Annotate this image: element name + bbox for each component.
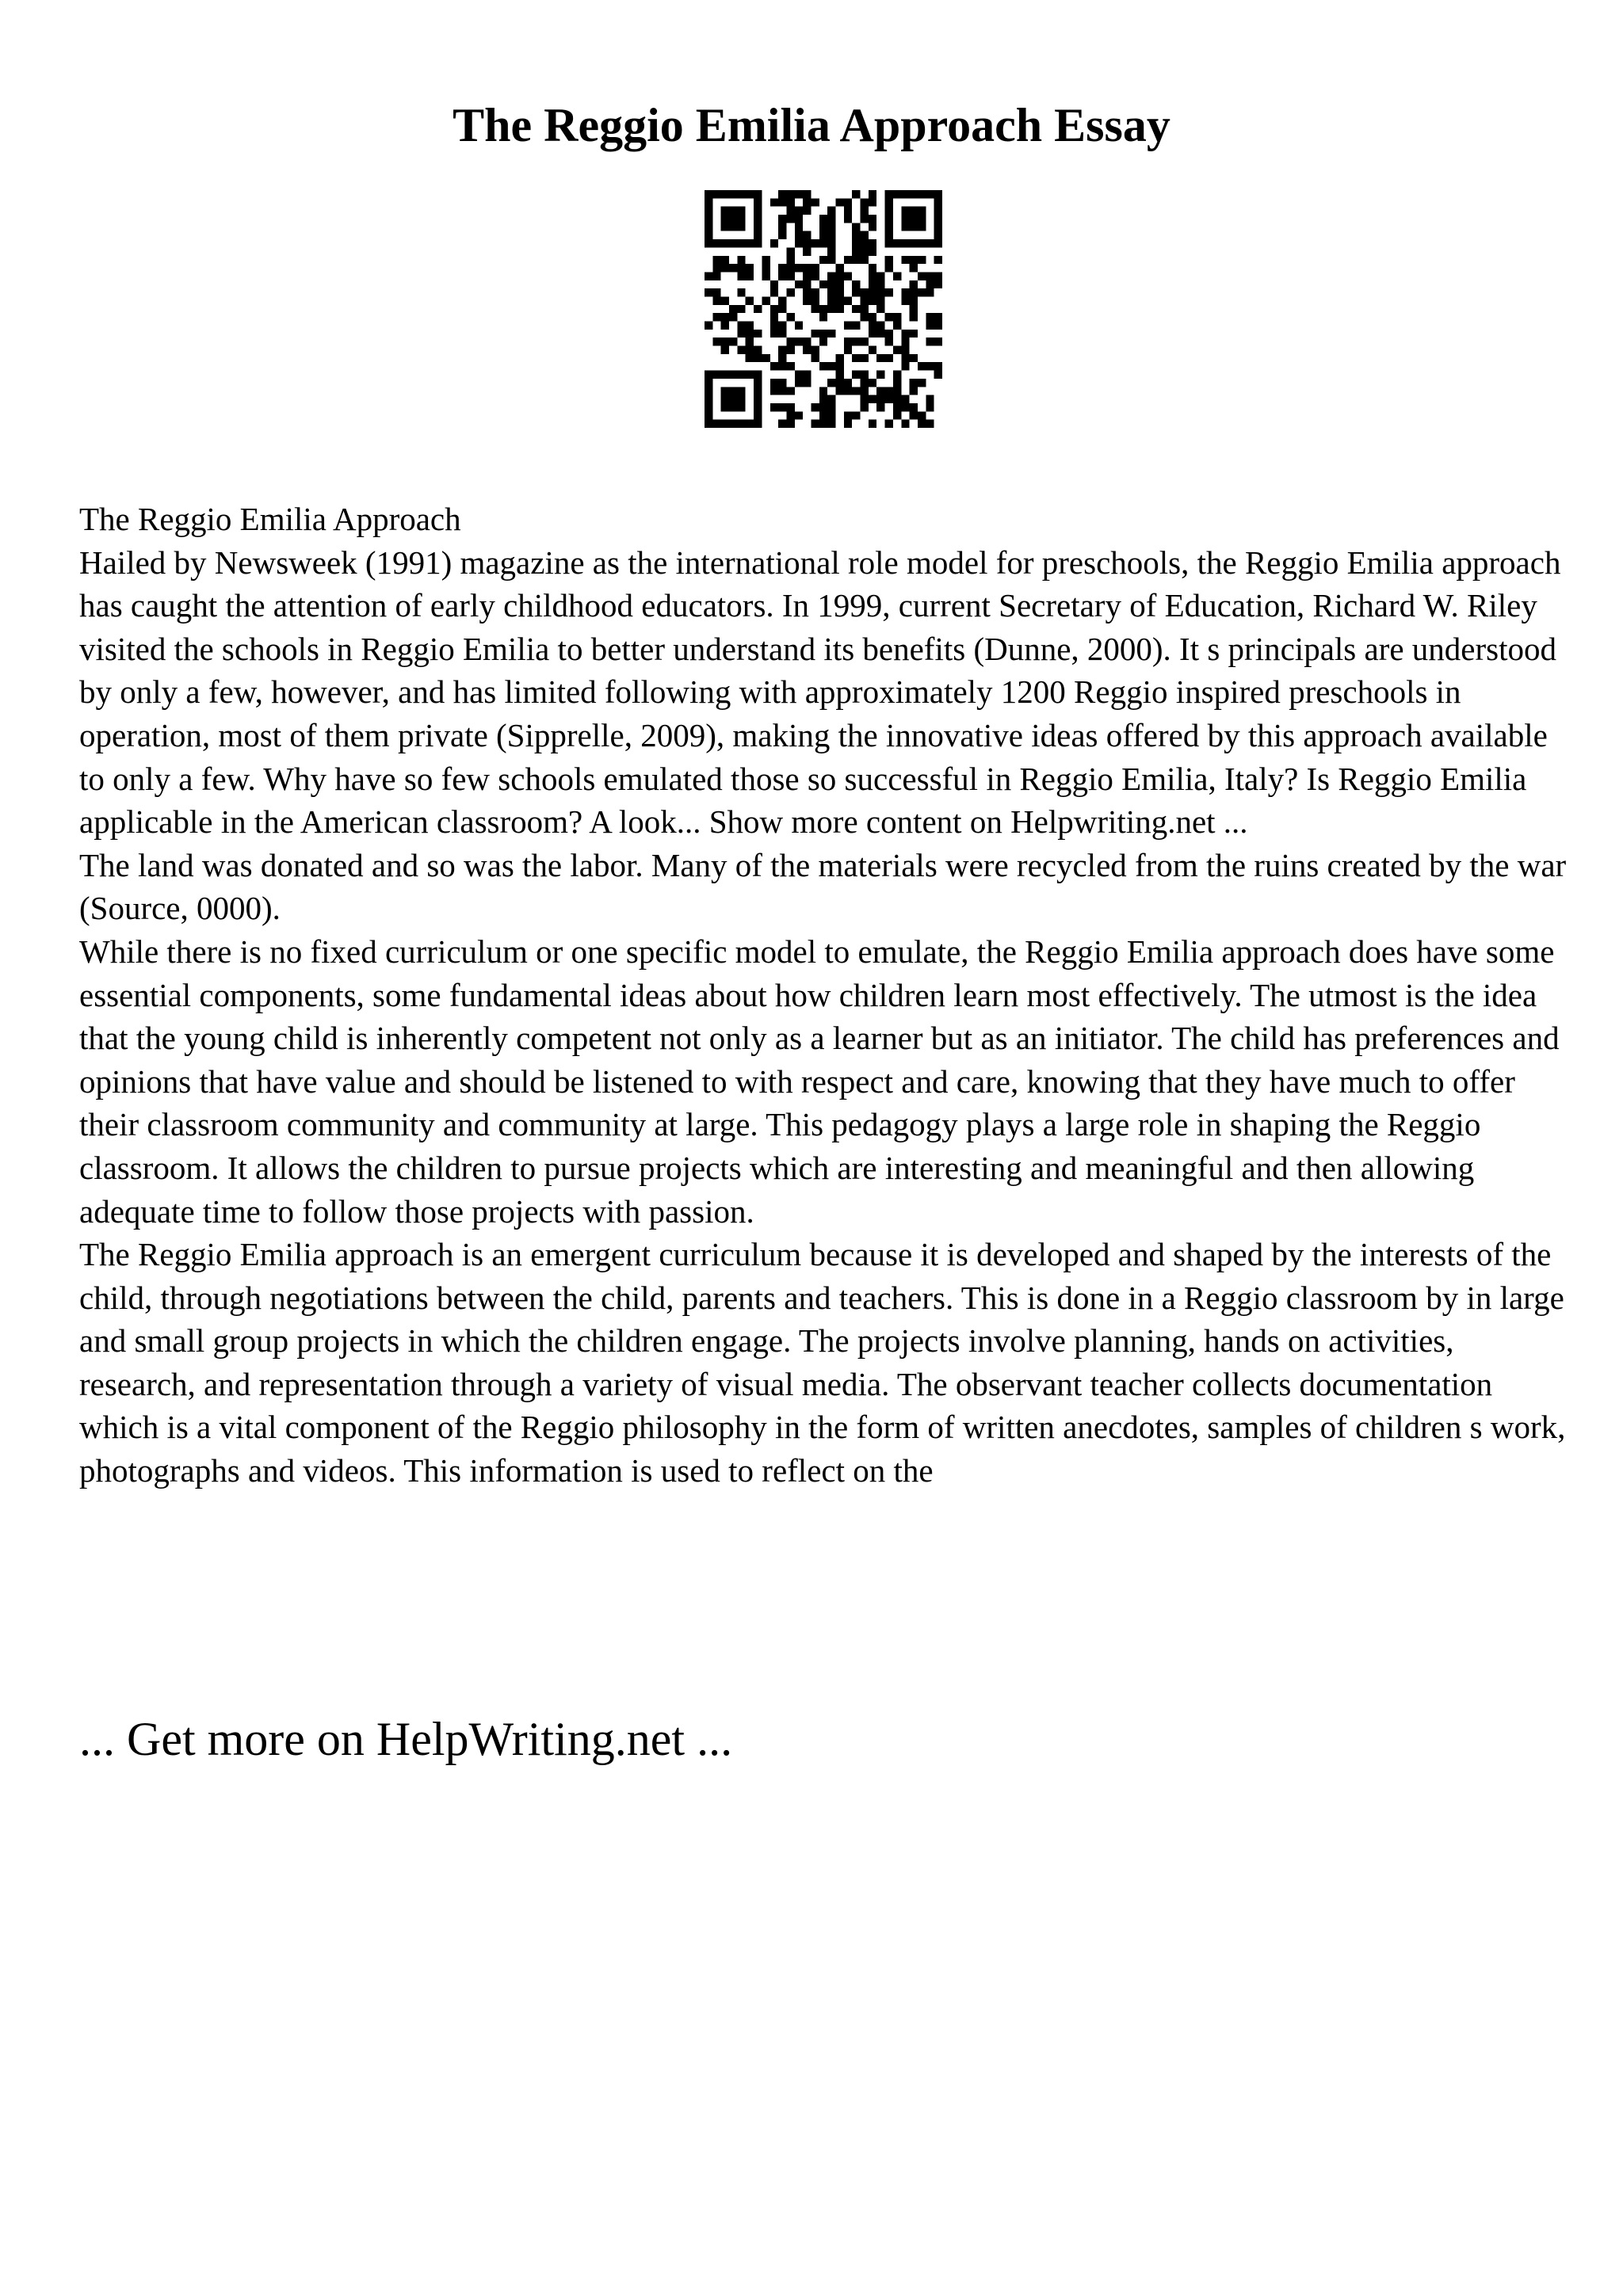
get-more-link[interactable]: ... Get more on HelpWriting.net ... <box>79 1713 733 1765</box>
page-title: The Reggio Emilia Approach Essay <box>453 99 1170 151</box>
essay-paragraph: Hailed by Newsweek (1991) magazine as the international role model for preschools, the Reggio Emilia approach has caught the attention of early childhood educators. In 1999, current Secretary of Education, Richard W. Riley visited the schools in Reggio Emilia to better understand its benefits (Dunne, 2000). It s principals are understood by only a few, however, and has limited following with approximately 1200 Reggio inspired preschools in operation, most of them private (Sipprelle, 2009), making the innovative ideas offered by this approach available to only a few. Why have so few schools emulated those so successful in Reggio Emilia, Italy? Is Reggio Emilia applicable in the American classroom? A look... Show more content on Helpwriting.net ... <box>79 543 1561 841</box>
essay-paragraph: The land was donated and so was the labor. Many of the materials were recycled from the ruins created by the war (Source, 0000). <box>79 846 1567 927</box>
essay-paragraph: The Reggio Emilia approach is an emergent curriculum because it is developed and shaped by the interests of the child, through negotiations between the child, parents and teachers. This is done in a Reggio classroom by in large and small group projects in which the children engage. The projects involve planning, hands on activities, research, and representation through a variety of visual media. The observant teacher collects documentation which is a vital component of the Reggio philosophy in the form of written anecdotes, samples of children s work, photographs and videos. This information is used to reflect on the <box>79 1236 1566 1489</box>
essay-paragraph: While there is no fixed curriculum or one specific model to emulate, the Reggio Emilia approach does have some essential components, some fundamental ideas about how children learn most effectively. The utmost is the idea that the young child is inherently competent not only as a learner but as an initiator. The child has preferences and opinions that have value and should be listened to with respect and care, knowing that they have much to offer their classroom community and community at large. This pedagogy plays a large role in shaping the Reggio classroom. It allows the children to pursue projects which are interesting and meaningful and then allowing adequate time to follow those projects with passion. <box>79 933 1560 1230</box>
essay-heading: The Reggio Emilia Approach <box>79 501 461 537</box>
essay-body <box>79 498 1569 1493</box>
qr-code-icon <box>705 190 942 428</box>
